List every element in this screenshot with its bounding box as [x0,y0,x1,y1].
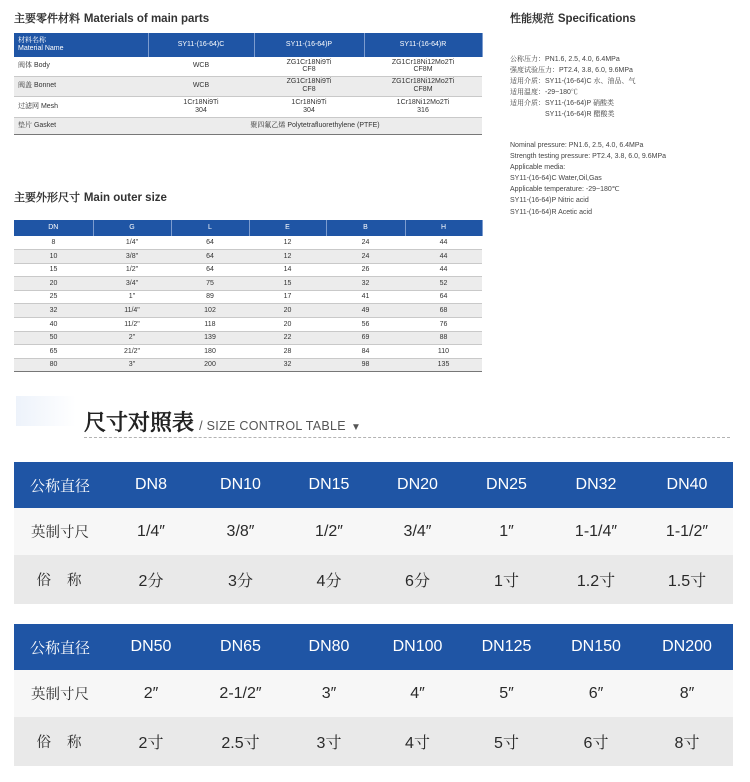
materials-title-cn: 主要零件材料 [14,12,80,25]
table-cell: 32 [14,304,93,318]
table-cell: 1" [93,290,171,304]
imperial-size-cell: 4″ [373,670,462,717]
table-cell: 102 [171,304,249,318]
imperial-size-cell: 2-1/2″ [196,670,285,717]
table-cell: 11/4" [93,304,171,318]
spec-line: Nominal pressure: PN1.6, 2.5, 4.0, 6.4MPa [510,142,644,149]
imperial-size-cell: 1/2″ [285,508,373,555]
table-cell: 49 [326,304,405,318]
table-cell: 89 [171,290,249,304]
title-divider [84,437,730,438]
table-cell: 200 [171,358,249,372]
common-name-cell: 3寸 [285,717,373,766]
table-cell: 20 [249,304,326,318]
table-cell: 12 [249,236,326,250]
table-row: 阀盖 Bonnet WCB ZG1Cr18Ni9Ti CF8 ZG1Cr18Ni12Mo2Ti CF8M [14,76,482,96]
spec-line: 适用温度：-29~180℃ [510,89,578,97]
table-cell: 3/4" [93,277,171,291]
table-cell: 28 [249,345,326,359]
spec-line: 适用介质：SY11-(16-64)C 水、油品、气 [510,78,636,86]
outer-header-b: B [326,220,405,236]
materials-header-name: 材料名称 Material Name [14,33,148,57]
outer-size-title-en: Main outer size [83,192,167,204]
table-row [14,318,482,332]
table-cell: 2" [93,331,171,345]
dn-header-cell: DN50 [106,624,196,670]
table-cell: 1/4" [93,236,171,250]
table-cell: 110 [405,345,482,359]
table-cell: 11/2" [93,318,171,332]
spec-line: 公称压力：PN1.6, 2.5, 4.0, 6.4MPa [510,56,620,63]
imperial-size-cell: 3/4″ [373,508,462,555]
table-cell: 44 [405,250,482,264]
table-cell: 68 [405,304,482,318]
table-cell: 65 [14,345,93,359]
common-name-cell: 1.5寸 [641,555,733,604]
table-row: 垫片 Gasket 聚四氟乙烯 Polytetrafluorethylene (PTFE) [14,117,482,134]
common-name-cell: 6分 [373,555,462,604]
imperial-size-cell: 3/8″ [196,508,285,555]
table-cell: 50 [14,331,93,345]
table-row [14,358,482,372]
common-name-cell: 1寸 [462,555,551,604]
common-name-cell: 2.5寸 [196,717,285,766]
decorative-watermark [16,396,76,426]
common-name-label: 俗称 [14,555,106,604]
spec-line: SY11-(16-64)C Water,Oil,Gas [510,175,602,183]
dn-header-cell: DN100 [373,624,462,670]
spec-cn-list [510,54,636,121]
dn-header-cell: DN80 [285,624,373,670]
spec-line: Applicable media: [510,164,566,172]
table-cell: 84 [326,345,405,359]
table-cell: 20 [14,277,93,291]
table-cell: 64 [171,236,249,250]
table-cell: 76 [405,318,482,332]
table-cell: 25 [14,290,93,304]
table-row: 过滤网 Mesh 1Cr18Ni9Ti 304 1Cr18Ni9Ti 304 1Cr18Ni12Mo2Ti 316 [14,96,482,117]
outer-header-l: L [171,220,249,236]
common-name-cell: 4寸 [373,717,462,766]
common-name-cell: 4分 [285,555,373,604]
imperial-size-cell: 1/4″ [106,508,196,555]
dn-header-cell: DN10 [196,462,285,508]
table-cell: 1/2" [93,263,171,277]
table-cell: 10 [14,250,93,264]
table-row [14,250,482,264]
table-cell: 44 [405,236,482,250]
spec-title-en: Specifications [557,13,636,25]
table-cell: 88 [405,331,482,345]
table-cell: 69 [326,331,405,345]
materials-table [14,33,483,135]
materials-header-c: SY11-(16-64)C [148,33,254,57]
table-cell: 40 [14,318,93,332]
nominal-diameter-label: 公称直径 [14,624,106,670]
outer-header-h: H [405,220,482,236]
spec-line: 适用介质：SY11-(16-64)P 硝酸类 [510,100,614,108]
table-cell: 135 [405,358,482,372]
table-cell: 22 [249,331,326,345]
outer-size-title [14,189,167,205]
table-cell: 26 [326,263,405,277]
table-cell: 3/8" [93,250,171,264]
materials-header-p: SY11-(16-64)P [254,33,364,57]
size-table-2 [14,624,733,766]
dn-header-cell: DN32 [551,462,641,508]
imperial-size-cell: 1-1/4″ [551,508,641,555]
common-name-cell: 2分 [106,555,196,604]
common-name-cell: 3分 [196,555,285,604]
size-control-title [84,406,361,437]
outer-size-title-cn: 主要外形尺寸 [14,191,80,204]
spec-line: Applicable temperature: -29~180℃ [510,186,620,194]
table-cell: 32 [326,277,405,291]
table-cell: 24 [326,236,405,250]
table-cell: 14 [249,263,326,277]
common-name-cell: 2寸 [106,717,196,766]
imperial-size-cell: 3″ [285,670,373,717]
table-row [14,236,482,250]
spec-title [510,10,636,26]
table-cell: 98 [326,358,405,372]
table-cell: 15 [14,263,93,277]
table-row [14,345,482,359]
table-cell: 20 [249,318,326,332]
common-name-cell: 1.2寸 [551,555,641,604]
imperial-size-cell: 2″ [106,670,196,717]
spec-line: 强度试验压力：PT2.4, 3.8, 6.0, 9.6MPa [510,67,633,75]
table-row: 阀体 Body WCB ZG1Cr18Ni9Ti CF8 ZG1Cr18Ni12Mo2Ti CF8M [14,57,482,76]
size-control-title-en: / SIZE CONTROL TABLE [199,419,346,433]
spec-title-cn: 性能规范 [510,12,554,25]
spec-line: SY11-(16-64)R 醋酸类 [510,111,615,119]
table-cell: 32 [249,358,326,372]
imperial-size-cell: 1″ [462,508,551,555]
imperial-size-cell: 1-1/2″ [641,508,733,555]
materials-title-en: Materials of main parts [83,13,210,25]
table-cell: 56 [326,318,405,332]
dn-header-cell: DN25 [462,462,551,508]
table-row [14,304,482,318]
outer-size-table [14,220,483,372]
table-cell: 41 [326,290,405,304]
outer-header-g: G [93,220,171,236]
materials-header-r: SY11-(16-64)R [364,33,482,57]
spec-en-list [510,140,666,218]
size-table-1 [14,462,733,604]
common-name-label: 俗称 [14,717,106,766]
nominal-diameter-label: 公称直径 [14,462,106,508]
table-cell: 64 [405,290,482,304]
size-control-title-cn: 尺寸对照表 [84,411,195,436]
table-cell: 24 [326,250,405,264]
dn-header-cell: DN65 [196,624,285,670]
outer-header-e: E [249,220,326,236]
table-cell: 8 [14,236,93,250]
imperial-size-label: 英制寸尺 [14,508,106,555]
table-cell: 139 [171,331,249,345]
dn-header-cell: DN200 [641,624,733,670]
table-cell: 17 [249,290,326,304]
table-row [14,331,482,345]
dn-header-cell: DN15 [285,462,373,508]
table-cell: 12 [249,250,326,264]
table-row [14,290,482,304]
table-cell: 64 [171,263,249,277]
table-cell: 118 [171,318,249,332]
materials-title [14,10,209,26]
table-cell: 80 [14,358,93,372]
table-cell: 21/2" [93,345,171,359]
common-name-cell: 6寸 [551,717,641,766]
table-cell: 180 [171,345,249,359]
table-row [14,277,482,291]
triangle-down-icon: ▼ [350,422,362,433]
imperial-size-cell: 5″ [462,670,551,717]
dn-header-cell: DN20 [373,462,462,508]
outer-header-dn: DN [14,220,93,236]
table-cell: 75 [171,277,249,291]
dn-header-cell: DN150 [551,624,641,670]
spec-line: Strength testing pressure: PT2.4, 3.8, 6.0, 9.6MPa [510,153,667,161]
common-name-cell: 8寸 [641,717,733,766]
dn-header-cell: DN8 [106,462,196,508]
table-cell: 52 [405,277,482,291]
imperial-size-cell: 6″ [551,670,641,717]
dn-header-cell: DN125 [462,624,551,670]
table-cell: 15 [249,277,326,291]
spec-line: SY11-(16-64)P Nitric acid [510,197,589,205]
common-name-cell: 5寸 [462,717,551,766]
dn-header-cell: DN40 [641,462,733,508]
table-cell: 64 [171,250,249,264]
imperial-size-cell: 8″ [641,670,733,717]
imperial-size-label: 英制寸尺 [14,670,106,717]
table-cell: 44 [405,263,482,277]
table-row [14,263,482,277]
table-cell: 3" [93,358,171,372]
spec-line: SY11-(16-64)R Acetic acid [510,208,592,216]
